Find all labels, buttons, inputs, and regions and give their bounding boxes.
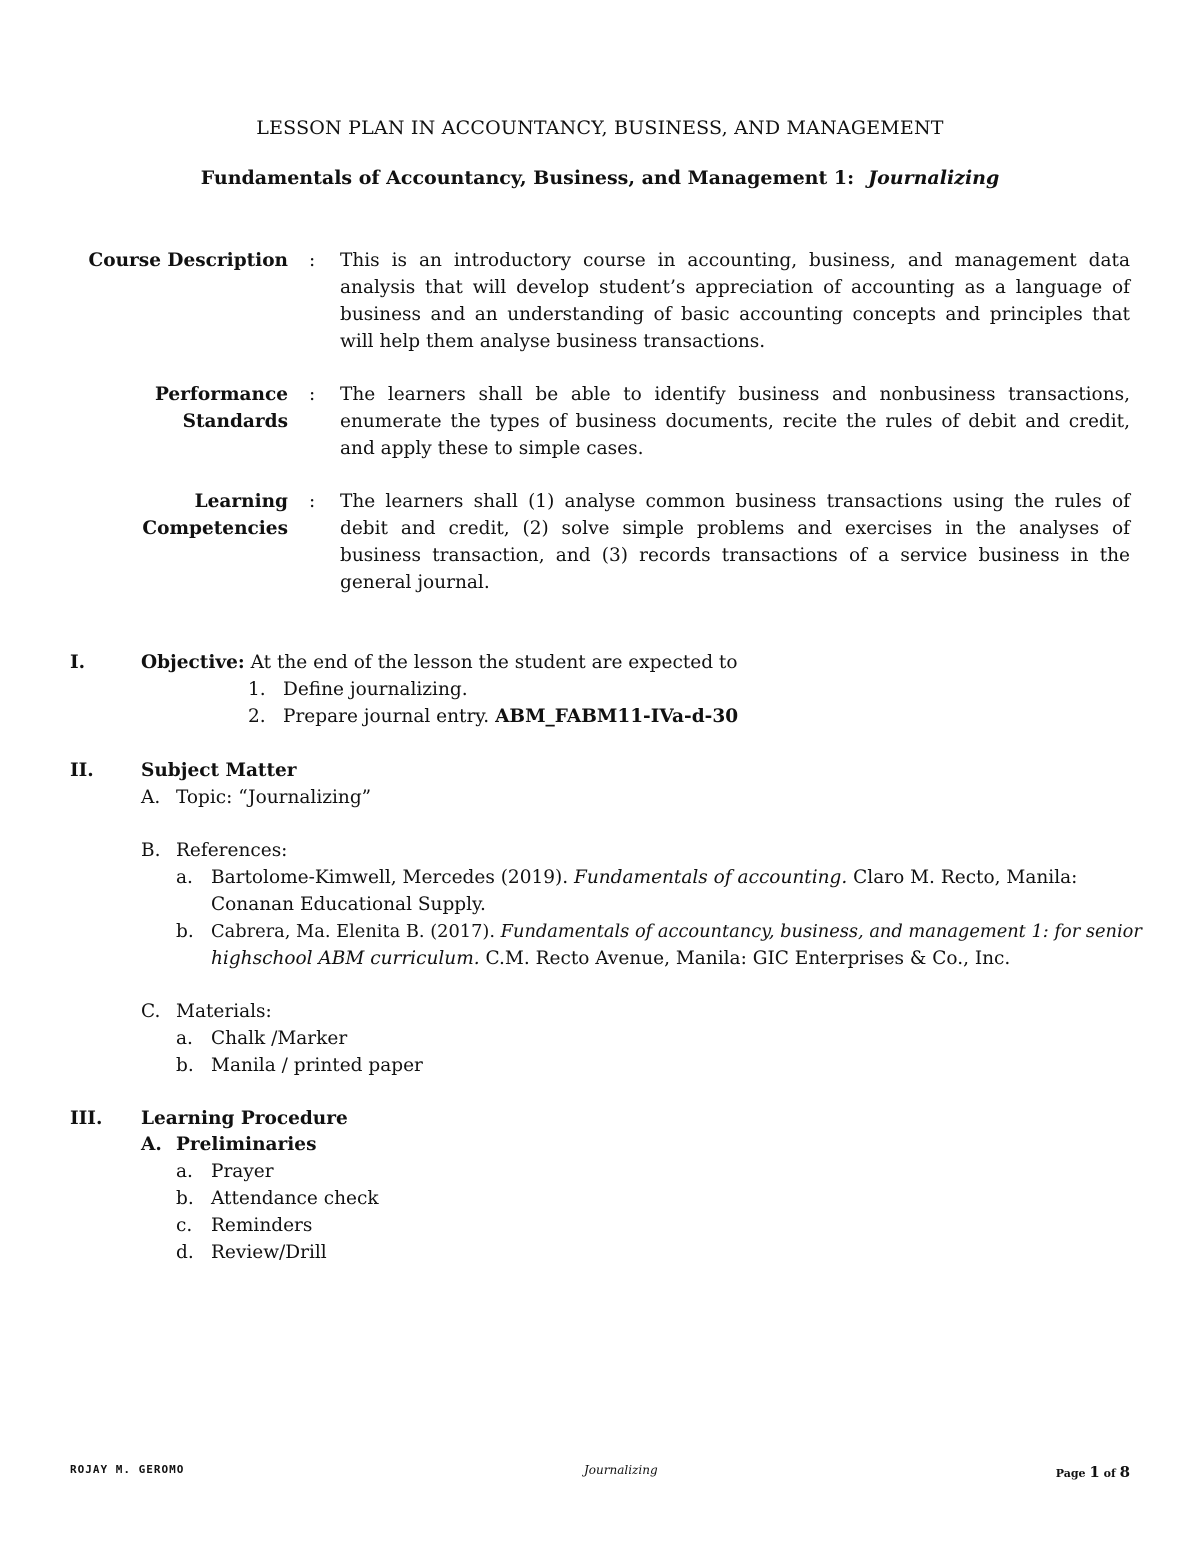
text-line: This is an introductory course in accounting, business, and management data — [340, 250, 1130, 271]
subject-matter-heading: Subject Matter — [141, 760, 297, 781]
list-marker: C. — [141, 1001, 161, 1022]
list-marker: A. — [141, 1134, 162, 1155]
list-marker: c. — [176, 1215, 193, 1236]
subtitle-topic: Journalizing — [868, 167, 1000, 189]
list-item-text: Chalk /Marker — [211, 1028, 348, 1049]
reference-line — [211, 864, 1151, 891]
references-label: References: — [176, 840, 288, 861]
list-marker: b. — [176, 1055, 194, 1076]
objective-label: Objective: — [141, 652, 245, 673]
list-marker: 1. — [248, 679, 266, 700]
list-marker: a. — [176, 867, 193, 888]
text-line: business transaction, and (3) records transactions of a service business in the — [340, 545, 1130, 566]
list-item-text: Prepare journal entry. — [283, 706, 490, 727]
topic-text: Topic: “Journalizing” — [176, 787, 372, 808]
text-line: will help them analyse business transactions. — [340, 331, 766, 352]
list-item-text: Prayer — [211, 1161, 274, 1182]
reference-publisher: Claro M. Recto, Manila: — [847, 867, 1078, 888]
objective-heading — [141, 649, 738, 676]
page-prefix: Page — [1055, 1467, 1086, 1480]
page-total: 8 — [1119, 1463, 1130, 1481]
meta-colon: : — [309, 384, 316, 405]
performance-standards-text — [340, 381, 1130, 462]
section-numeral: III. — [70, 1108, 103, 1129]
course-description-label: Course Description — [88, 250, 288, 271]
reference-title-cont: highschool ABM curriculum. — [211, 948, 480, 969]
reference-title: Fundamentals of accountancy, business, and management 1: for senior — [500, 921, 1142, 942]
page-number — [1056, 1463, 1130, 1481]
list-item-content — [283, 703, 738, 730]
list-marker: d. — [176, 1242, 194, 1263]
list-marker: B. — [141, 840, 161, 861]
list-item-text: Manila / printed paper — [211, 1055, 423, 1076]
label-line: Competencies — [142, 518, 288, 539]
performance-standards-label — [60, 381, 288, 435]
page-current: 1 — [1089, 1463, 1100, 1481]
objective-intro: At the end of the lesson the student are expected to — [250, 652, 738, 673]
label-line: Learning — [194, 491, 288, 512]
list-marker: b. — [176, 1188, 194, 1209]
course-description-text — [340, 247, 1130, 355]
section-numeral: I. — [70, 652, 86, 673]
reference-line: Conanan Educational Supply. — [211, 894, 486, 915]
preliminaries-label: Preliminaries — [176, 1134, 317, 1155]
text-line: business and an understanding of basic accounting concepts and principles that — [340, 304, 1130, 325]
reference-text — [211, 864, 1151, 918]
reference-line — [211, 918, 1151, 945]
reference-author: Bartolome-Kimwell, Mercedes (2019). — [211, 867, 574, 888]
reference-author: Cabrera, Ma. Elenita B. (2017). — [211, 921, 501, 942]
text-line: The learners shall be able to identify business and nonbusiness transactions, — [340, 384, 1130, 405]
list-item-text: Define journalizing. — [283, 679, 468, 700]
document-title: LESSON PLAN IN ACCOUNTANCY, BUSINESS, AND MANAGEMENT — [256, 117, 944, 139]
text-line: and apply these to simple cases. — [340, 438, 644, 459]
reference-line — [211, 945, 1151, 972]
materials-label: Materials: — [176, 1001, 272, 1022]
learning-competencies-text — [340, 488, 1130, 596]
subtitle-course: Fundamentals of Accountancy, Business, and Management 1: — [200, 167, 855, 189]
section-numeral: II. — [70, 760, 94, 781]
text-line: analysis that will develop student’s appreciation of accounting as a language of — [340, 277, 1130, 298]
page-of: of — [1103, 1467, 1116, 1480]
text-line: enumerate the types of business documents, recite the rules of debit and credit, — [340, 411, 1130, 432]
list-marker: a. — [176, 1161, 193, 1182]
learning-procedure-heading: Learning Procedure — [141, 1108, 348, 1129]
meta-colon: : — [309, 491, 316, 512]
label-line: Performance — [154, 384, 288, 405]
document-subtitle — [0, 167, 1200, 189]
list-marker: b. — [176, 921, 194, 942]
list-marker: A. — [141, 787, 161, 808]
meta-colon: : — [309, 250, 316, 271]
footer-topic: Journalizing — [584, 1463, 658, 1477]
list-marker: a. — [176, 1028, 193, 1049]
reference-text — [211, 918, 1151, 972]
text-line: debit and credit, (2) solve simple problems and exercises in the analyses of — [340, 518, 1130, 539]
reference-publisher: C.M. Recto Avenue, Manila: GIC Enterprises & Co., Inc. — [479, 948, 1011, 969]
text-line: The learners shall (1) analyse common business transactions using the rules of — [340, 491, 1130, 512]
competency-code: ABM_FABM11-IVa-d-30 — [495, 706, 739, 727]
text-line: general journal. — [340, 572, 490, 593]
reference-title: Fundamentals of accounting. — [573, 867, 848, 888]
learning-competencies-label — [60, 488, 288, 542]
label-line: Standards — [182, 411, 288, 432]
list-item-text: Attendance check — [211, 1188, 379, 1209]
list-item-text: Reminders — [211, 1215, 313, 1236]
list-marker: 2. — [248, 706, 266, 727]
footer-author: ROJAY M. GEROMO — [70, 1463, 185, 1476]
list-item-text: Review/Drill — [211, 1242, 327, 1263]
